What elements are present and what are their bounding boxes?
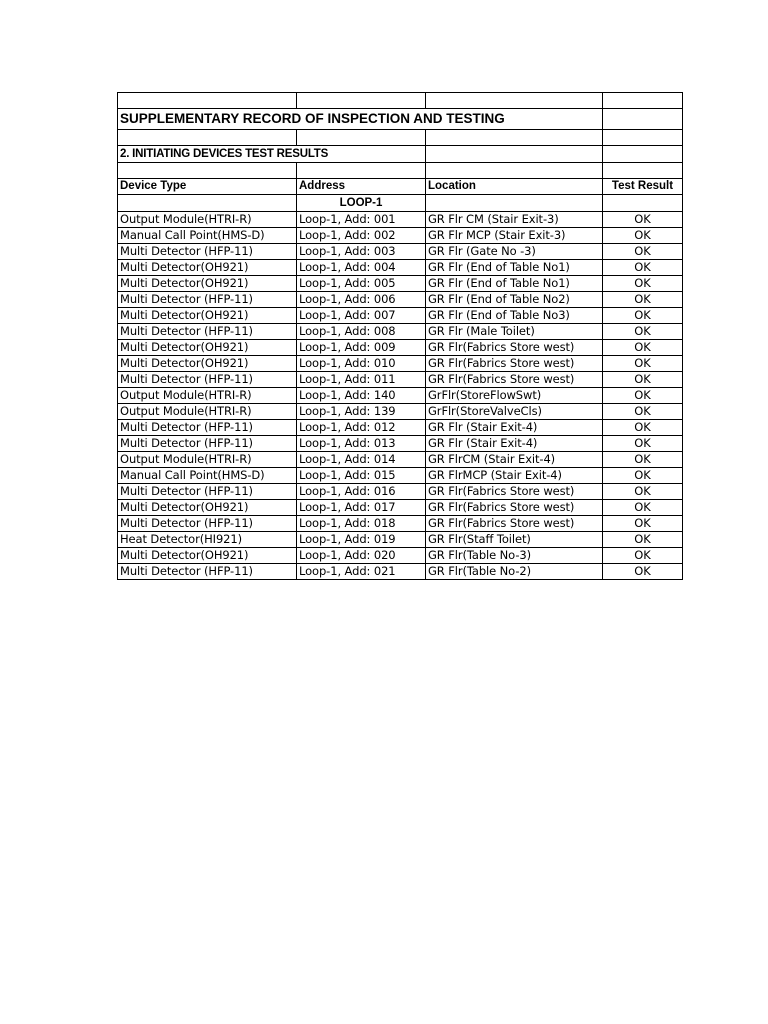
table-row	[118, 212, 683, 228]
table-row	[118, 532, 683, 548]
empty-cell	[297, 93, 426, 109]
test-result-cell: OK	[603, 532, 683, 548]
header-test-result: Test Result	[603, 179, 683, 195]
table-row	[118, 260, 683, 276]
location-cell: GR Flr(Fabrics Store west)	[426, 372, 603, 388]
location-cell: GR FlrCM (Stair Exit-4)	[426, 452, 603, 468]
device-type-cell: Manual Call Point(HMS-D)	[118, 468, 297, 484]
address-cell: Loop-1, Add: 016	[297, 484, 426, 500]
table-row	[118, 372, 683, 388]
address-cell: Loop-1, Add: 018	[297, 516, 426, 532]
device-type-cell: Multi Detector (HFP-11)	[118, 372, 297, 388]
table-row	[118, 436, 683, 452]
table-row	[118, 516, 683, 532]
empty-cell	[426, 195, 603, 212]
address-cell: Loop-1, Add: 140	[297, 388, 426, 404]
section-heading: 2. INITIATING DEVICES TEST RESULTS	[120, 148, 329, 160]
address-cell: Loop-1, Add: 020	[297, 548, 426, 564]
empty-cell	[118, 130, 297, 146]
device-type-cell: Multi Detector(OH921)	[118, 260, 297, 276]
table-body	[118, 93, 683, 580]
test-result-cell: OK	[603, 292, 683, 308]
empty-cell	[603, 130, 683, 146]
address-cell: Loop-1, Add: 011	[297, 372, 426, 388]
location-cell: GR Flr (Gate No -3)	[426, 244, 603, 260]
table-row	[118, 292, 683, 308]
location-cell: GR Flr(Fabrics Store west)	[426, 340, 603, 356]
table-row	[118, 340, 683, 356]
device-type-cell: Multi Detector(OH921)	[118, 356, 297, 372]
address-cell: Loop-1, Add: 139	[297, 404, 426, 420]
location-cell: GR Flr(Fabrics Store west)	[426, 500, 603, 516]
location-cell: GR Flr (End of Table No1)	[426, 276, 603, 292]
device-type-cell: Multi Detector (HFP-11)	[118, 436, 297, 452]
address-cell: Loop-1, Add: 015	[297, 468, 426, 484]
location-cell: GR Flr(Fabrics Store west)	[426, 356, 603, 372]
empty-cell	[603, 163, 683, 179]
test-result-cell: OK	[603, 484, 683, 500]
table-row	[118, 308, 683, 324]
inspection-test-table	[117, 92, 683, 580]
table-row	[118, 468, 683, 484]
device-type-cell: Output Module(HTRI-R)	[118, 404, 297, 420]
empty-cell	[426, 163, 603, 179]
table-row	[118, 276, 683, 292]
table-row	[118, 404, 683, 420]
device-type-cell: Multi Detector(OH921)	[118, 340, 297, 356]
empty-cell	[603, 109, 683, 130]
test-result-cell: OK	[603, 548, 683, 564]
test-result-cell: OK	[603, 404, 683, 420]
location-cell: GR Flr CM (Stair Exit-3)	[426, 212, 603, 228]
test-result-cell: OK	[603, 468, 683, 484]
empty-cell	[118, 195, 297, 212]
device-type-cell: Multi Detector (HFP-11)	[118, 516, 297, 532]
address-cell: Loop-1, Add: 013	[297, 436, 426, 452]
address-cell: Loop-1, Add: 008	[297, 324, 426, 340]
table-row	[118, 500, 683, 516]
empty-cell	[426, 146, 603, 163]
empty-cell	[603, 195, 683, 212]
device-type-cell: Multi Detector (HFP-11)	[118, 292, 297, 308]
address-cell: Loop-1, Add: 006	[297, 292, 426, 308]
test-result-cell: OK	[603, 212, 683, 228]
location-cell: GR Flr (Male Toilet)	[426, 324, 603, 340]
address-cell: Loop-1, Add: 012	[297, 420, 426, 436]
location-cell: GR Flr (End of Table No1)	[426, 260, 603, 276]
device-type-cell: Heat Detector(HI921)	[118, 532, 297, 548]
test-result-cell: OK	[603, 452, 683, 468]
header-device-type: Device Type	[118, 179, 297, 195]
device-type-cell: Multi Detector(OH921)	[118, 548, 297, 564]
device-type-cell: Output Module(HTRI-R)	[118, 388, 297, 404]
test-result-cell: OK	[603, 324, 683, 340]
test-result-cell: OK	[603, 564, 683, 580]
location-cell: GrFlr(StoreFlowSwt)	[426, 388, 603, 404]
device-type-cell: Multi Detector (HFP-11)	[118, 244, 297, 260]
address-cell: Loop-1, Add: 007	[297, 308, 426, 324]
header-address: Address	[297, 179, 426, 195]
table-row	[118, 356, 683, 372]
test-result-cell: OK	[603, 388, 683, 404]
address-cell: Loop-1, Add: 001	[297, 212, 426, 228]
section-row	[118, 146, 683, 163]
device-type-cell: Manual Call Point(HMS-D)	[118, 228, 297, 244]
address-cell: Loop-1, Add: 014	[297, 452, 426, 468]
table-row	[118, 564, 683, 580]
spacer-row	[118, 93, 683, 109]
test-result-cell: OK	[603, 372, 683, 388]
device-type-cell: Multi Detector (HFP-11)	[118, 564, 297, 580]
column-header-row	[118, 179, 683, 195]
device-type-cell: Multi Detector(OH921)	[118, 500, 297, 516]
device-type-cell: Multi Detector (HFP-11)	[118, 484, 297, 500]
address-cell: Loop-1, Add: 005	[297, 276, 426, 292]
location-cell: GR Flr (Stair Exit-4)	[426, 420, 603, 436]
table-row	[118, 228, 683, 244]
table-row	[118, 324, 683, 340]
location-cell: GR Flr (End of Table No2)	[426, 292, 603, 308]
device-type-cell: Output Module(HTRI-R)	[118, 452, 297, 468]
test-result-cell: OK	[603, 356, 683, 372]
empty-cell	[297, 163, 426, 179]
address-cell: Loop-1, Add: 010	[297, 356, 426, 372]
device-type-cell: Multi Detector (HFP-11)	[118, 324, 297, 340]
loop-label: LOOP-1	[297, 195, 426, 212]
test-result-cell: OK	[603, 308, 683, 324]
device-type-cell: Multi Detector (HFP-11)	[118, 420, 297, 436]
table-row	[118, 244, 683, 260]
device-type-cell: Multi Detector(OH921)	[118, 276, 297, 292]
empty-cell	[426, 93, 603, 109]
table-row	[118, 548, 683, 564]
test-result-cell: OK	[603, 340, 683, 356]
address-cell: Loop-1, Add: 019	[297, 532, 426, 548]
document-title: SUPPLEMENTARY RECORD OF INSPECTION AND TESTING	[120, 111, 505, 126]
location-cell: GR Flr(Table No-2)	[426, 564, 603, 580]
loop-label-row	[118, 195, 683, 212]
document-title-cell	[118, 109, 603, 130]
location-cell: GR Flr(Fabrics Store west)	[426, 484, 603, 500]
table-row	[118, 484, 683, 500]
device-type-cell: Output Module(HTRI-R)	[118, 212, 297, 228]
empty-cell	[426, 130, 603, 146]
test-result-cell: OK	[603, 244, 683, 260]
location-cell: GR FlrMCP (Stair Exit-4)	[426, 468, 603, 484]
test-result-cell: OK	[603, 420, 683, 436]
test-result-cell: OK	[603, 276, 683, 292]
address-cell: Loop-1, Add: 017	[297, 500, 426, 516]
table-row	[118, 452, 683, 468]
spacer-row	[118, 130, 683, 146]
table-row	[118, 420, 683, 436]
test-result-cell: OK	[603, 516, 683, 532]
address-cell: Loop-1, Add: 002	[297, 228, 426, 244]
address-cell: Loop-1, Add: 021	[297, 564, 426, 580]
test-result-cell: OK	[603, 228, 683, 244]
location-cell: GR Flr(Table No-3)	[426, 548, 603, 564]
empty-cell	[118, 163, 297, 179]
location-cell: GR Flr(Fabrics Store west)	[426, 516, 603, 532]
empty-cell	[603, 146, 683, 163]
test-result-cell: OK	[603, 260, 683, 276]
section-heading-cell	[118, 146, 426, 163]
empty-cell	[297, 130, 426, 146]
device-type-cell: Multi Detector(OH921)	[118, 308, 297, 324]
table-row	[118, 388, 683, 404]
location-cell: GrFlr(StoreValveCls)	[426, 404, 603, 420]
location-cell: GR Flr (Stair Exit-4)	[426, 436, 603, 452]
test-result-cell: OK	[603, 500, 683, 516]
empty-cell	[603, 93, 683, 109]
title-row	[118, 109, 683, 130]
address-cell: Loop-1, Add: 009	[297, 340, 426, 356]
address-cell: Loop-1, Add: 004	[297, 260, 426, 276]
test-result-cell: OK	[603, 436, 683, 452]
header-location: Location	[426, 179, 603, 195]
location-cell: GR Flr MCP (Stair Exit-3)	[426, 228, 603, 244]
address-cell: Loop-1, Add: 003	[297, 244, 426, 260]
location-cell: GR Flr(Staff Toilet)	[426, 532, 603, 548]
empty-cell	[118, 93, 297, 109]
location-cell: GR Flr (End of Table No3)	[426, 308, 603, 324]
spacer-row	[118, 163, 683, 179]
